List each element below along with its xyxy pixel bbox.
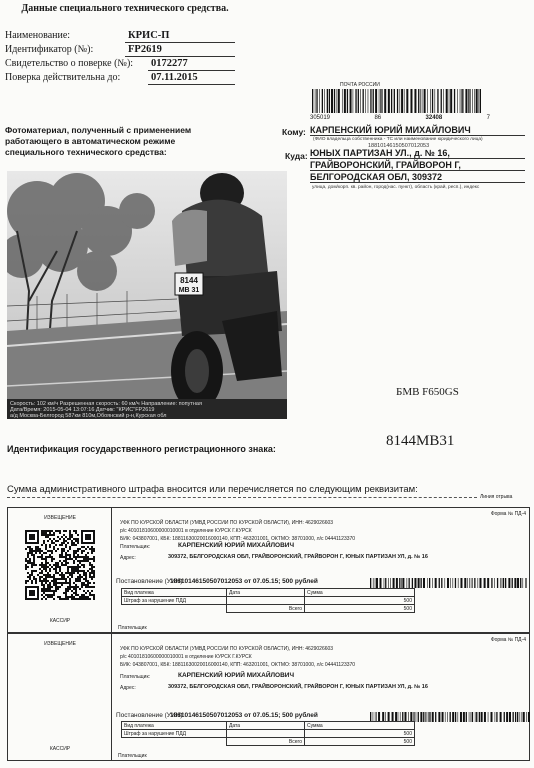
payment-slip-receipt (7, 633, 530, 761)
postal-number: 32408 (425, 115, 443, 121)
device-id-label: Идентификатор (№): (5, 44, 94, 55)
table-cell: 500 (305, 597, 415, 605)
address-label: Адрес: (120, 555, 136, 561)
bank-details: БИК: 043807001, КБК: 18811630020016000140, КПП: 463201001, ОКТМО: 38701000, л/с 04441123370 (120, 536, 356, 542)
table-cell: 500 (305, 730, 415, 738)
device-data-title: Данные специального технического средства. (21, 3, 229, 14)
payer-name: КАРПЕНСКИЙ ЮРИЙ МИХАЙЛОВИЧ (178, 672, 295, 679)
bank-account: р/с 40101810600000010001 в отделение КУРСК Г.КУРСК (120, 528, 252, 534)
to-value: КАРПЕНСКИЙ ЮРИЙ МИХАЙЛОВИЧ (310, 125, 525, 136)
device-id-value: FP2619 (125, 43, 235, 57)
slip-left-column (8, 508, 112, 632)
bike-plate-line1: 8144 (180, 276, 198, 285)
tear-line (7, 497, 477, 498)
slip-barcode (370, 578, 530, 588)
certificate-label: Свидетельство о поверке (№): (5, 58, 134, 69)
payer-name: КАРПЕНСКИЙ ЮРИЙ МИХАЙЛОВИЧ (178, 542, 295, 549)
cashier-label: КАССИР (49, 618, 71, 624)
payer-signature-label: Плательщик (118, 753, 147, 759)
certificate-row (5, 57, 188, 70)
table-header: Сумма (305, 589, 415, 597)
address-line-3: БЕЛГОРОДСКАЯ ОБЛ, 309372 (310, 172, 525, 183)
table-header-row (122, 722, 415, 730)
uin-label: Постановление (УИН): (116, 712, 185, 719)
photo-info-strip (7, 399, 287, 419)
slip-left-column (8, 634, 112, 760)
table-header: Вид платежа (122, 722, 227, 730)
payer-address: 309372, БЕЛГОРОДСКАЯ ОБЛ, ГРАЙВОРОНСКИЙ, ГРАЙВОРОН Г, ЮНЫХ ПАРТИЗАН УЛ, д. № 16 (168, 684, 428, 690)
verification-label: Поверка действительна до: (5, 72, 121, 83)
recipient: УФК ПО КУРСКОЙ ОБЛАСТИ (УМВД РОССИИ ПО КУРСКОЙ ОБЛАСТИ), ИНН: 4629026603 (120, 520, 334, 526)
recipient: УФК ПО КУРСКОЙ ОБЛАСТИ (УМВД РОССИИ ПО КУРСКОЙ ОБЛАСТИ), ИНН: 4629026603 (120, 646, 334, 652)
postal-number: 305019 (310, 115, 331, 121)
plate-label: Идентификация государственного регистрационного знака: (7, 444, 276, 454)
payment-table (121, 721, 415, 746)
address-label: Адрес: (120, 685, 136, 691)
bike-plate-line2: МВ 31 (178, 287, 200, 294)
payment-slip-notice (7, 507, 530, 633)
certificate-value: 0172277 (148, 57, 235, 71)
bank-account: р/с 40101810600000010001 в отделение КУРСК Г.КУРСК (120, 654, 252, 660)
cashier-label: КАССИР (49, 746, 71, 752)
payer-address: 309372, БЕЛГОРОДСКАЯ ОБЛ, ГРАЙВОРОНСКИЙ, ГРАЙВОРОН Г, ЮНЫХ ПАРТИЗАН УЛ, д. № 16 (168, 554, 428, 560)
table-total-row (122, 605, 415, 613)
photo-caption: Фотоматериал, полученный с применением работающего в автоматическом режиме специального технического средства: (5, 125, 192, 157)
photo-info-speed: Скорость: 102 км/ч Разрешенная скорость: 60 км/ч Направление: попутная (10, 401, 202, 407)
slip-title: ИЗВЕЩЕНИЕ (44, 515, 76, 521)
address-line-1: ЮНЫХ ПАРТИЗАН УЛ., д. № 16, (310, 148, 525, 159)
total-label: Всего (227, 738, 305, 746)
table-cell: Штраф за нарушение ПДД (122, 597, 227, 605)
total-value: 500 (305, 738, 415, 746)
total-label: Всего (227, 605, 305, 613)
to-label: Кому: (282, 127, 306, 137)
fine-requisites-text: Сумма административного штрафа вносится или перечисляется по следующим реквизитам: (7, 484, 418, 495)
vehicle-model: БМВ F650GS (396, 386, 459, 398)
postal-barcode (312, 89, 482, 113)
table-header: Дата (227, 589, 305, 597)
table-total-row (122, 738, 415, 746)
table-header: Дата (227, 722, 305, 730)
table-cell: Штраф за нарушение ПДД (122, 730, 227, 738)
slip-title: ИЗВЕЩЕНИЕ (44, 641, 76, 647)
postal-barcode-numbers (310, 115, 490, 121)
to-hint: (ФИО владельца собственника - ТС или наименование юридического лица) (313, 137, 483, 142)
table-cell (227, 730, 305, 738)
table-header-row (122, 589, 415, 597)
postal-number: 7 (486, 115, 490, 121)
photo-info-datetime: Дата/Время: 2015-05-04 13:07:16 Датчик: "КРИС"FP2619 (10, 407, 155, 413)
total-value: 500 (305, 605, 415, 613)
postal-label: ПОЧТА РОССИИ (340, 82, 380, 88)
traffic-camera-photo (7, 171, 287, 418)
table-cell (227, 597, 305, 605)
table-row (122, 597, 415, 605)
address-hint: улица, дом/корп. кв. район, город(нас. пункт), область (край, респ.), индекс (312, 185, 480, 190)
uin-value: 18810146150507012053 от 07.05.15; 500 рублей (170, 578, 318, 585)
uin-value: 18810146150507012053 от 07.05.15; 500 рублей (170, 712, 318, 719)
form-number: Форма № ПД-4 (490, 511, 526, 517)
tear-line-label: Линия отрыва (480, 494, 513, 500)
device-name-label: Наименование: (5, 30, 71, 41)
table-header: Вид платежа (122, 589, 227, 597)
where-label: Куда: (285, 151, 308, 161)
verification-row (5, 71, 198, 84)
payer-label: Плательщик: (120, 544, 151, 550)
address-line-2: ГРАЙВОРОНСКИЙ, ГРАЙВОРОН Г, (310, 160, 525, 171)
table-row (122, 730, 415, 738)
payment-table (121, 588, 415, 613)
payer-label: Плательщик: (120, 674, 151, 680)
postal-number: 86 (374, 115, 382, 121)
device-name-value: КРИС-П (125, 29, 235, 43)
form-number: Форма № ПД-4 (490, 637, 526, 643)
qr-code (25, 530, 95, 600)
to-code: 18810146150507012053 (368, 143, 430, 149)
table-header: Сумма (305, 722, 415, 730)
verification-value: 07.11.2015 (148, 71, 235, 85)
photo-info-location: а/д Москва-Белгород 587км 810м,Обоянский р-н,Курская обл (10, 413, 167, 419)
bank-details: БИК: 043807001, КБК: 18811630020016000140, КПП: 463201001, ОКТМО: 38701000, л/с 04441123370 (120, 662, 356, 668)
device-name-row (5, 29, 170, 42)
device-id-row (5, 43, 162, 56)
uin-label: Постановление (УИН): (116, 578, 185, 585)
motorcycle-photo-image (7, 171, 287, 418)
payer-signature-label: Плательщик (118, 625, 147, 631)
plate-value: 8144MB31 (386, 433, 455, 449)
